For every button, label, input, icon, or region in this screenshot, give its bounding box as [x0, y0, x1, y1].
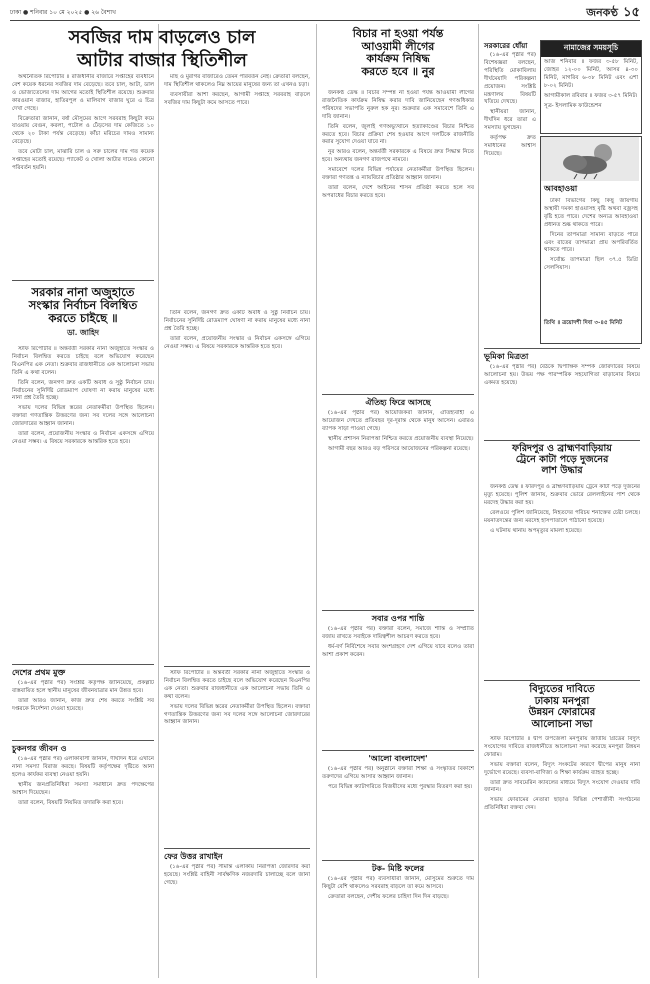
divider: [164, 666, 310, 667]
paragraph: (১৬-এর পৃষ্ঠার পর) সংশ্লিষ্ট কর্তৃপক্ষ জানিয়েছে, প্রকল্পটি বাস্তবায়িত হলে স্থানীয় মানুষের জীবনযাত্রার মান উন্নত হবে।: [12, 680, 154, 694]
paragraph: তিনি বলেন, জুলাই গণঅভ্যুত্থানে হত্যাকাণ্ডের বিচার নিশ্চিত করতে হবে। বিচার প্রক্রিয়া শেষ হওয়ার আগে দলটিকে রাজনীতি করার সুযোগ দেওয়া যাবে না।: [322, 123, 474, 146]
oitijyo-body: [322, 410, 474, 606]
paragraph: তারা বলেন, প্রয়োজনীয় সংস্কার ও নির্বাচন একসঙ্গে এগিয়ে নেওয়া সম্ভব। এ বিষয়ে সরকারকে আন্তরিক হতে হবে।: [12, 431, 154, 445]
paragraph: জনকণ্ঠ ডেস্ক ॥ ফরিদপুর ও ব্রাহ্মণবাড়িয়ায় ট্রেনে কাটা পড়ে দুজনের মৃত্যু হয়েছে। পুলিশ জানায়, শুক্রবার ভোরে রেললাইনের পাশ থেকে মরদেহ উদ্ধার করা হয়।: [484, 484, 640, 506]
paragraph: স্থানীয় প্রশাসন নিরাপত্তা নিশ্চিত করতে প্রয়োজনীয় ব্যবস্থা নিয়েছে।: [328, 435, 474, 442]
prayer-row: সূত্র- ইসলামিক ফাউন্ডেশন: [544, 102, 602, 109]
prayer-row: আজ শনিবার ॥ ফজর ৩-৫৮ মিনিট, জোহর ১২-০০ মিনিট, আসর ৪-৩০ মিনিট, মাগরিব ৬-৩৮ মিনিট এবং এশা ৮-০২ মিনিট।: [544, 59, 638, 89]
prayer-times-title: নামাজের সময়সূচি: [541, 41, 641, 57]
paragraph: তারা বলেন, বিষয়টি নিয়মিত তদারকি করা হবে।: [18, 799, 123, 806]
paragraph: সভায় দলের বিভিন্ন স্তরের নেতাকর্মীরা উপস্থিত ছিলেন। বক্তারা গণতান্ত্রিক উত্তরণের জন্য সব দলের সঙ্গে আলোচনা জোরদারের আহ্বান জানান।: [12, 405, 154, 428]
prayer-times-box: [540, 40, 642, 134]
pher-uttor-headline: ফের উত্তর রাখাইন: [164, 851, 223, 861]
headline-line: কার্যক্রম নিষিদ্ধ: [366, 52, 430, 66]
page-folio: [10, 4, 640, 21]
smoke-headline: সরকারের ধোঁয়া: [484, 41, 528, 50]
paragraph: (১৬-এর পৃষ্ঠার পর) আয়োজকরা জানান, ঐতিহ্যবাহী এ আয়োজন দেখতে প্রতিবছর দূর-দূরান্ত থেকে মানুষ আসেন। এবারও ব্যাপক সাড়া পাওয়া গেছে।: [322, 410, 474, 432]
paragraph: তিনি বলেন, জনগণ দ্রুত একটি অবাধ ও সুষ্ঠু নির্বাচন চায়। নির্বাচনের সুনির্দিষ্ট রোডম্যাপ ঘোষণা না করায় মানুষের মধ্যে নানা প্রশ্ন তৈরি হচ্ছে।: [164, 310, 310, 332]
interim-body: [12, 346, 154, 656]
paragraph: স্থানীয়রা জানান, দীর্ঘদিন ধরে তারা এ সমস্যায় ভুগছেন।: [484, 109, 536, 132]
paragraph: সভায় দলের বিভিন্ন স্তরের নেতাকর্মীরা উপস্থিত ছিলেন। বক্তারা গণতান্ত্রিক উত্তরণের জন্য সব দলের সঙ্গে আলোচনা জোরদারের আহ্বান জানান।: [164, 703, 310, 726]
divider: [164, 848, 310, 849]
lead-headline: [12, 28, 312, 71]
paragraph: বিক্রেতারা জানান, বর্ষা মৌসুমের আগে সরবরাহ কিছুটা কমে যাওয়ায় বেগুন, করলা, পটোল ও ঢেঁড়সের দাম কেজিতে ১০ থেকে ২০ টাকা পর্যন্ত বেড়েছে। কাঁচা মরিচের দামও সামান্য বেড়েছে।: [12, 115, 154, 146]
divider: [322, 860, 474, 861]
column-rule: [316, 24, 317, 978]
paragraph: মাছ ও মুরগির বাজারেও তেমন পরিবর্তন নেই। ক্রেতারা বলছেন, দাম স্থিতিশীল থাকলেও নিম্ন আয়ের মানুষের জন্য তা এখনও চড়া।: [164, 74, 310, 88]
paragraph: সভায় ফোরামের নেতারা ছাড়াও বিভিন্ন পেশাজীবী সংগঠনের প্রতিনিধিরা বক্তব্য দেন।: [484, 797, 640, 812]
paragraph: তবে মোটা চাল, মাঝারি চাল ও সরু চালের দাম গত কয়েক সপ্তাহের মতোই রয়েছে। প্যাকেট ও খোলা আটার দামেও কোনো পরিবর্তন হয়নি।: [12, 149, 154, 171]
forum-headline: [484, 684, 640, 730]
folio-page-number: ১৫: [623, 5, 640, 20]
byline: ডা. জাহিদ: [67, 327, 99, 337]
paragraph: তারা আরও জানান, কাজ দ্রুত শেষ করতে সংশ্লিষ্ট সব দপ্তরকে নির্দেশনা দেওয়া হয়েছে।: [12, 697, 154, 712]
paragraph: তারা বলেন, প্রয়োজনীয় সংস্কার ও নির্বাচন একসঙ্গে এগিয়ে নেওয়া সম্ভব। এ বিষয়ে সরকারকে আন্তরিক হতে হবে।: [164, 335, 310, 350]
meeting-body: [484, 364, 640, 434]
paragraph: সমাবেশে দলের বিভিন্ন পর্যায়ের নেতাকর্মীরা উপস্থিত ছিলেন। বক্তারা গণতন্ত্র ও ন্যায়বিচার প্রতিষ্ঠার আহ্বান জানান।: [322, 167, 474, 182]
paragraph: কর্তৃপক্ষ দ্রুত সমাধানের আশ্বাস দিয়েছে।: [484, 135, 536, 157]
ban-headline: [322, 28, 474, 79]
paragraph: (১৬-এর পৃষ্ঠার পর) বক্তারা বলেন, সমাজে শান্তি ও সম্প্রীতি বজায় রাখতে সবাইকে দায়িত্বশীল আচরণ করতে হবে।: [322, 626, 474, 640]
tolls-headline: টক- মিষ্টি ফলের: [371, 863, 425, 873]
sobar-opor-headline: সবার ওপর শান্তি: [371, 613, 425, 623]
folio-paper-name: জনকণ্ঠ: [586, 6, 618, 19]
headline-line: আওয়ামী লীগের: [361, 39, 435, 53]
interim-body-col2: [164, 310, 310, 660]
ban-body: [322, 90, 474, 390]
lead-headline-line: আটার বাজার স্থিতিশীল: [77, 49, 247, 71]
paragraph: ধর্ম-বর্ণ নির্বিশেষে সবার অংশগ্রহণে দেশ এগিয়ে যাবে বলেও তারা আশা প্রকাশ করেন।: [322, 643, 474, 658]
paragraph: রেলওয়ে পুলিশ জানিয়েছে, নিহতদের পরিচয় শনাক্তের চেষ্টা চলছে। ময়নাতদন্তের জন্য মরদেহ হাসপাতালে পাঠানো হয়েছে।: [484, 509, 640, 524]
weather-box: [540, 136, 642, 344]
divider: [322, 610, 474, 611]
deshe-headline: দেশের প্রথম মুক্ত: [12, 667, 66, 677]
paragraph: আগামী বছর আরও বড় পরিসরে আয়োজনের পরিকল্পনা রয়েছে।: [328, 445, 470, 452]
paragraph: দিনের তাপমাত্রা সামান্য বাড়তে পারে এবং রাতের তাপমাত্রা প্রায় অপরিবর্তিত থাকতে পারে।: [544, 231, 638, 254]
paragraph: সভায় বক্তারা বলেন, বিদ্যুৎ সংকটের কারণে দ্বীপের মানুষ নানা দুর্ভোগে রয়েছে। ব্যবসা-বাণিজ্য ও শিক্ষা কার্যক্রম ব্যাহত হচ্ছে।: [484, 761, 640, 776]
headline-line: বিদ্যুতের দাবিতে: [529, 684, 595, 695]
headline-line: উন্নয়ন ফোরামের: [528, 707, 596, 718]
paragraph: তিনি বলেন, জনগণ দ্রুত একটি অবাধ ও সুষ্ঠু নির্বাচন চায়। নির্বাচনের সুনির্দিষ্ট রোডম্যাপ ঘোষণা না করায় মানুষের মধ্যে নানা প্রশ্ন তৈরি হচ্ছে।: [12, 379, 154, 402]
column-rule: [158, 24, 159, 978]
meeting-headline: ভূমিকা মিত্রতা: [484, 351, 529, 361]
paragraph: তারা দ্রুত সাবমেরিন ক্যাবলের মাধ্যমে বিদ্যুৎ সংযোগ দেওয়ার দাবি জানান।: [484, 779, 640, 794]
divider: [484, 440, 640, 441]
paragraph: (১৬-এর পৃষ্ঠার পর) সীমান্ত এলাকায় নিরাপত্তা জোরদার করা হয়েছে। সংশ্লিষ্ট বাহিনী সার্বক্ষণিক নজরদারি চালাচ্ছে বলে জানা গেছে।: [164, 864, 310, 886]
tolls-body: [322, 876, 474, 978]
paragraph: স্থানীয় জনপ্রতিনিধিরা সমস্যা সমাধানে দ্রুত পদক্ষেপের আশ্বাস দিয়েছেন।: [12, 781, 154, 796]
paragraph: নুর আরও বলেন, অন্তর্বর্তী সরকারকে এ বিষয়ে দ্রুত সিদ্ধান্ত নিতে হবে। অন্যথায় জনগণ রাজপথে নামবে।: [322, 149, 474, 164]
column-rule: [478, 24, 479, 978]
deshe-body: [12, 680, 154, 736]
prayer-row: আগামীকাল রবিবার ॥ ফজর ৩-৫৭ মিনিট।: [544, 92, 638, 99]
divider: [484, 680, 640, 681]
oitijyo-headline: ঐতিহ্য ফিরে আসছে: [365, 397, 431, 407]
chuknagar-body: [12, 756, 154, 978]
paragraph: ঢাকা বিভাগের কিছু কিছু জায়গায় অস্থায়ী দমকা হাওয়াসহ বৃষ্টি অথবা বজ্রসহ বৃষ্টি হতে পারে। দেশের অন্যত্র আবহাওয়া প্রধানত শুষ্ক থাকতে পারে।: [544, 198, 638, 228]
weather-headline: আবহাওয়া: [544, 183, 578, 193]
paragraph: ব্যবসায়ীরা আশা করছেন, আগামী সপ্তাহে সরবরাহ বাড়লে সবজির দাম কিছুটা কমে আসতে পারে।: [164, 91, 310, 106]
interim-headline: [12, 286, 154, 340]
paragraph: এ ঘটনায় থানায় অপমৃত্যুর মামলা হয়েছে।: [490, 527, 582, 534]
paragraph: স্টাফ রিপোর্টার ॥ দ্বীপ উপজেলা মনপুরায় জাতীয় গ্রিডের বিদ্যুৎ সংযোগের দাবিতে রাজধানীতে আলোচনা সভা করেছে মনপুরা উন্নয়ন ফোরাম।: [484, 736, 640, 758]
paragraph: জনকণ্ঠ ডেস্ক ॥ বিচার সম্পন্ন না হওয়া পর্যন্ত আওয়ামী লীগের রাজনৈতিক কার্যক্রম নিষিদ্ধ করার দাবি জানিয়েছেন গণঅধিকার পরিষদের সভাপতি নুরুল হক নুর। শুক্রবার এক সমাবেশে তিনি এ দাবি জানান।: [322, 90, 474, 120]
col2-continued: [164, 670, 310, 840]
paragraph: অর্থনৈতিক রিপোর্টার ॥ রাজধানীর বাজারে সপ্তাহের ব্যবধানে বেশ কয়েক ধরনের সবজির দাম বেড়েছে। তবে চাল, আটা, ডাল ও ভোজ্যতেলের দাম আগের মতোই স্থিতিশীল রয়েছে। শুক্রবার কারওয়ান বাজার, হাতিরপুল ও মালিবাগ বাজার ঘুরে এ চিত্র দেখা গেছে।: [12, 74, 154, 112]
headline-line: বিচার না হওয়া পর্যন্ত: [352, 27, 444, 40]
headline-line: ফরিদপুর ও ব্রাহ্মণবাড়িয়ায়: [512, 443, 612, 454]
headline-line: আলোচনা সভা: [531, 718, 593, 730]
paragraph: (১৬-এর পৃষ্ঠার পর) এলাকাবাসী জানান, দীর্ঘদিন ধরে এখানে নানা সমস্যা বিরাজ করছে। বিষয়টি কর্তৃপক্ষের দৃষ্টিতে আনা হলেও কার্যকর ব্যবস্থা নেওয়া হয়নি।: [12, 756, 154, 778]
headline-line: ট্রেনে কাটা পড়ে দুজনের: [515, 453, 609, 465]
alok-headline: 'আলো বাংলাদেশ': [368, 753, 428, 763]
headline-line: লাশ উদ্ধার: [541, 464, 583, 476]
paragraph: স্টাফ রিপোর্টার ॥ অন্তর্বর্তী সরকার নানা অজুহাতে সংস্কার ও নির্বাচন বিলম্বিত করতে চাইছে বলে অভিযোগ করেছেন বিএনপির এক নেতা। শুক্রবার রাজধানীতে এক আলোচনা সভায় তিনি এ কথা বলেন।: [12, 346, 154, 376]
prayer-times-body: [541, 57, 641, 131]
sobar-opor-body: [322, 626, 474, 746]
folio-date: ঢাকা ● শনিবার ১০ মে ২০২৫ ● ২৬ বৈশাখ: [10, 9, 116, 16]
divider: [322, 750, 474, 751]
paragraph: (১৬-এর পৃষ্ঠার পর) ব্যবসায়ীরা জানান, মৌসুমের শুরুতে দাম কিছুটা বেশি থাকলেও সরবরাহ বাড়লে তা কমে আসবে।: [322, 876, 474, 890]
divider: [12, 664, 154, 665]
forum-body: [484, 736, 640, 978]
divider: [322, 394, 474, 395]
paragraph: (১৬-এর পৃষ্ঠার পর) বৈঠকে দ্বিপাক্ষিক সম্পর্ক জোরদারের বিষয়ে আলোচনা হয়। উভয় পক্ষ পারস্পরিক সহযোগিতা বাড়ানোর বিষয়ে একমত হয়েছে।: [484, 364, 640, 386]
tithi-line: তিথি ॥ ত্রয়োদশী দিবা ৩-৪৫ মিনিট: [544, 320, 623, 326]
chuknagar-headline: চুকনগর জীবন ও: [12, 743, 67, 753]
headline-line: করতে হবে ॥ নুর: [361, 64, 435, 78]
smoke-body: [484, 52, 536, 342]
lead-headline-line: সবজির দাম বাড়লেও চাল: [68, 27, 256, 48]
headline-line: ঢাকায় মনপুরা: [534, 695, 590, 707]
weather-body: [541, 198, 641, 318]
headline-line: করতে চাইছে ॥: [48, 311, 118, 326]
train-headline: [484, 444, 640, 477]
train-body: [484, 484, 640, 674]
paragraph: সর্বোচ্চ তাপমাত্রা ছিল ৩৭.৫ ডিগ্রি সেলসিয়াস।: [544, 257, 638, 272]
divider: [484, 348, 640, 349]
pher-uttor-body: [164, 864, 310, 978]
paragraph: ক্রেতারা বলছেন, দেশীয় ফলের চাহিদা দিন দিন বাড়ছে।: [328, 893, 449, 900]
lead-body-col2: [164, 74, 310, 302]
paragraph: পরে বিভিন্ন ক্যাটাগরিতে বিজয়ীদের মধ্যে পুরস্কার বিতরণ করা হয়।: [328, 783, 473, 790]
lead-body-col1: [12, 74, 154, 274]
paragraph: (১৬-এর পৃষ্ঠার পর) অনুষ্ঠানে বক্তারা শিক্ষা ও সংস্কৃতির বিকাশে তরুণদের এগিয়ে আসার আহ্বান জানান।: [322, 766, 474, 780]
paragraph: তারা বলেন, দেশে আইনের শাসন প্রতিষ্ঠা করতে হলে সব অপরাধের বিচার করতে হবে।: [322, 184, 474, 199]
alok-body: [322, 766, 474, 856]
paragraph: (১৬-এর পৃষ্ঠার পর) বিশেষজ্ঞরা বলছেন, পরিস্থিতি মোকাবিলায় দীর্ঘমেয়াদি পরিকল্পনা প্রয়োজন। সংশ্লিষ্ট মন্ত্রণালয় বিষয়টি খতিয়ে দেখছে।: [484, 52, 536, 106]
paragraph: স্টাফ রিপোর্টার ॥ অন্তর্বর্তী সরকার নানা অজুহাতে সংস্কার ও নির্বাচন বিলম্বিত করতে চাইছে বলে অভিযোগ করেছেন বিএনপির এক নেতা। শুক্রবার রাজধানীতে এক আলোচনা সভায় তিনি এ কথা বলেন।: [164, 670, 310, 700]
headline-line: সংস্কার নির্বাচন বিলম্বিত: [28, 298, 138, 313]
headline-line: সরকার নানা অজুহাতে: [31, 285, 135, 299]
weather-cloud-icon: [541, 137, 639, 181]
divider: [12, 280, 154, 281]
divider: [12, 740, 154, 741]
